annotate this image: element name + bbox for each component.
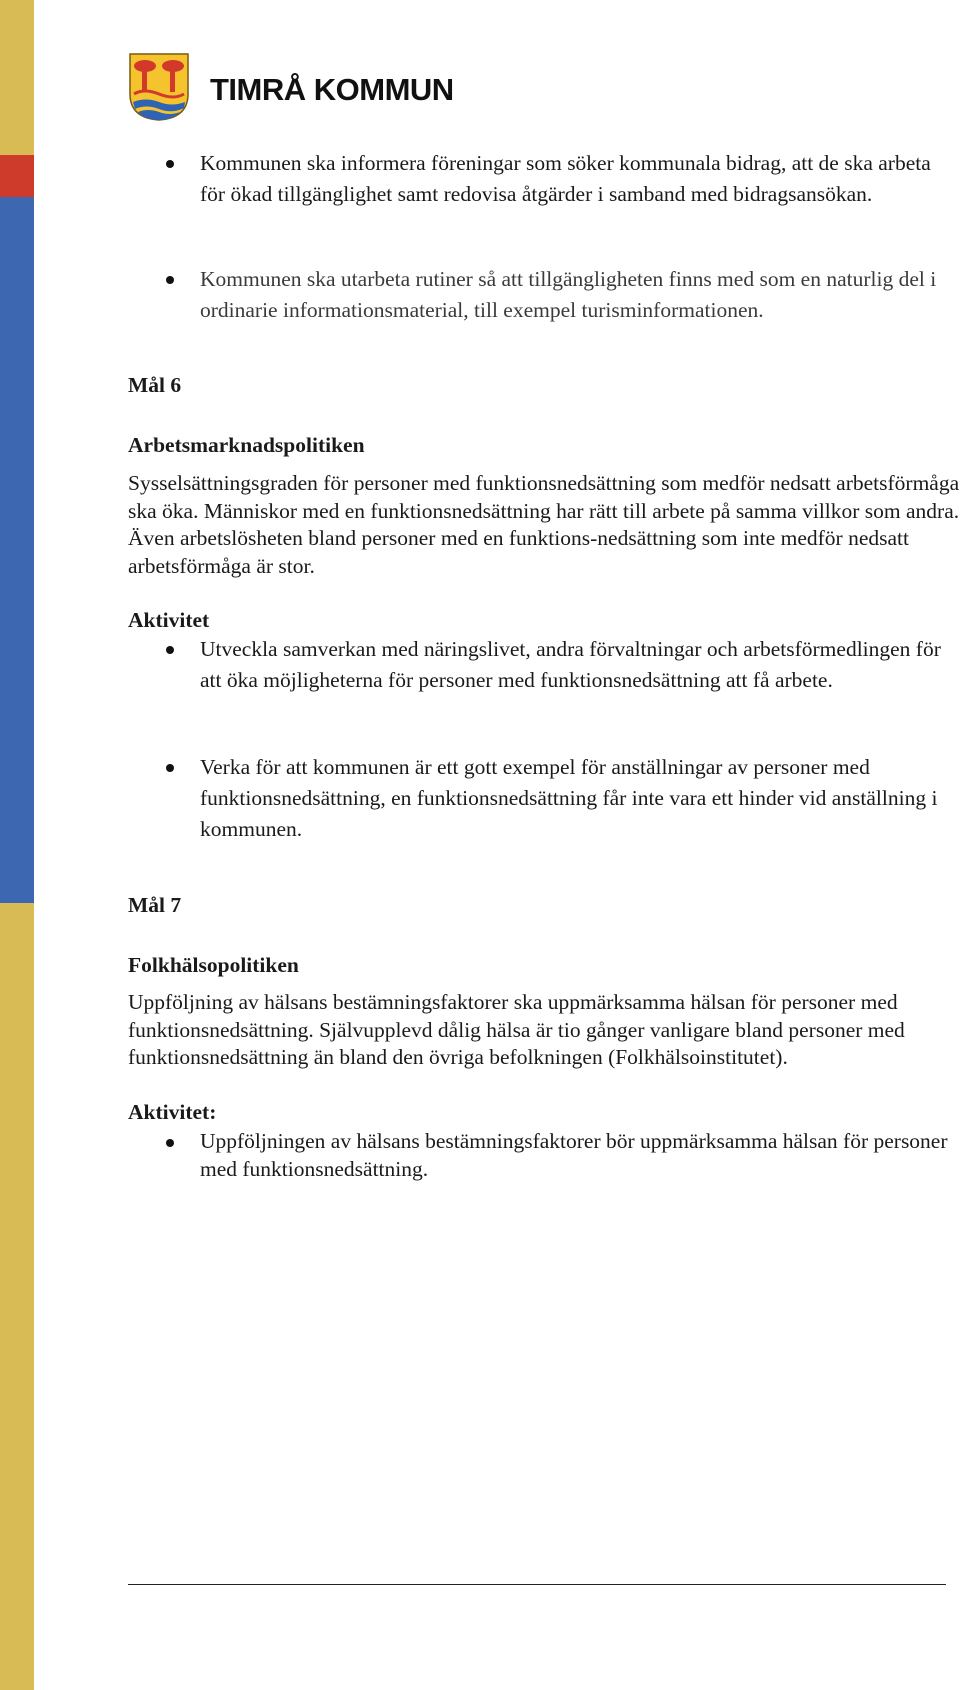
- list-item-text: Uppföljningen av hälsans bestämningsfaktorer bör uppmärksamma hälsan för personer med funktionsnedsättning.: [200, 1129, 948, 1181]
- coat-of-arms-icon: [128, 52, 190, 122]
- municipality-logo: [128, 52, 454, 122]
- goal-6-label: Mål 6: [128, 373, 182, 397]
- goal-7-activity-heading: Aktivitet:: [128, 1100, 217, 1124]
- list-item-text: Kommunen ska informera föreningar som söker kommunala bidrag, att de ska arbeta för ökad tillgänglighet samt redovisa åtgärder i samband med bidragsansökan.: [200, 151, 931, 206]
- goal-7-paragraph: Uppföljning av hälsans bestämningsfaktorer ska uppmärksamma hälsan för personer med funktionsnedsättning. Självupplevd dålig hälsa är tio gånger vanligare bland personer med funktionsnedsättning än bland den övriga befolkningen (Folkhälsoinstitutet).: [128, 990, 905, 1069]
- goal-6-paragraph: Sysselsättningsgraden för personer med funktionsnedsättning som medför nedsatt arbetsförmåga ska öka. Människor med en funktionsnedsättning har rätt till arbete på samma villkor som andra. Även arbetslösheten bland personer med en funktions-nedsättning som inte medför nedsatt arbetsförmåga är stor.: [128, 471, 960, 578]
- bullet-icon: [166, 1139, 174, 1147]
- sidebar-stripe-yellow-top: [0, 0, 34, 155]
- goal-7-title: Folkhälsopolitiken: [128, 953, 299, 977]
- goal-7-label: Mål 7: [128, 893, 182, 917]
- sidebar-stripe-yellow-bottom: [0, 903, 34, 1690]
- bullet-icon: [166, 764, 174, 772]
- sidebar-stripe-red: [0, 155, 34, 197]
- goal-6-activity-heading: Aktivitet: [128, 608, 210, 632]
- bullet-icon: [166, 160, 174, 168]
- list-item-text: Kommunen ska utarbeta rutiner så att tillgängligheten finns med som en naturlig del i ordinarie informationsmaterial, till exempel turisminformationen.: [200, 267, 937, 322]
- list-item-text: Verka för att kommunen är ett gott exempel för anställningar av personer med funktionsnedsättning, en funktionsnedsättning får inte vara ett hinder vid anställning i kommunen.: [200, 755, 938, 841]
- logo-text: TIMRÅ KOMMUN: [210, 72, 454, 107]
- footer-divider: [128, 1584, 946, 1585]
- list-item-text: Utveckla samverkan med näringslivet, andra förvaltningar och arbetsförmedlingen för att öka möjligheterna för personer med funktionsnedsättning att få arbete.: [200, 637, 941, 692]
- goal-6-title: Arbetsmarknadspolitiken: [128, 433, 365, 457]
- bullet-icon: [166, 646, 174, 654]
- sidebar-stripe-blue: [0, 197, 34, 903]
- bullet-icon: [166, 276, 174, 284]
